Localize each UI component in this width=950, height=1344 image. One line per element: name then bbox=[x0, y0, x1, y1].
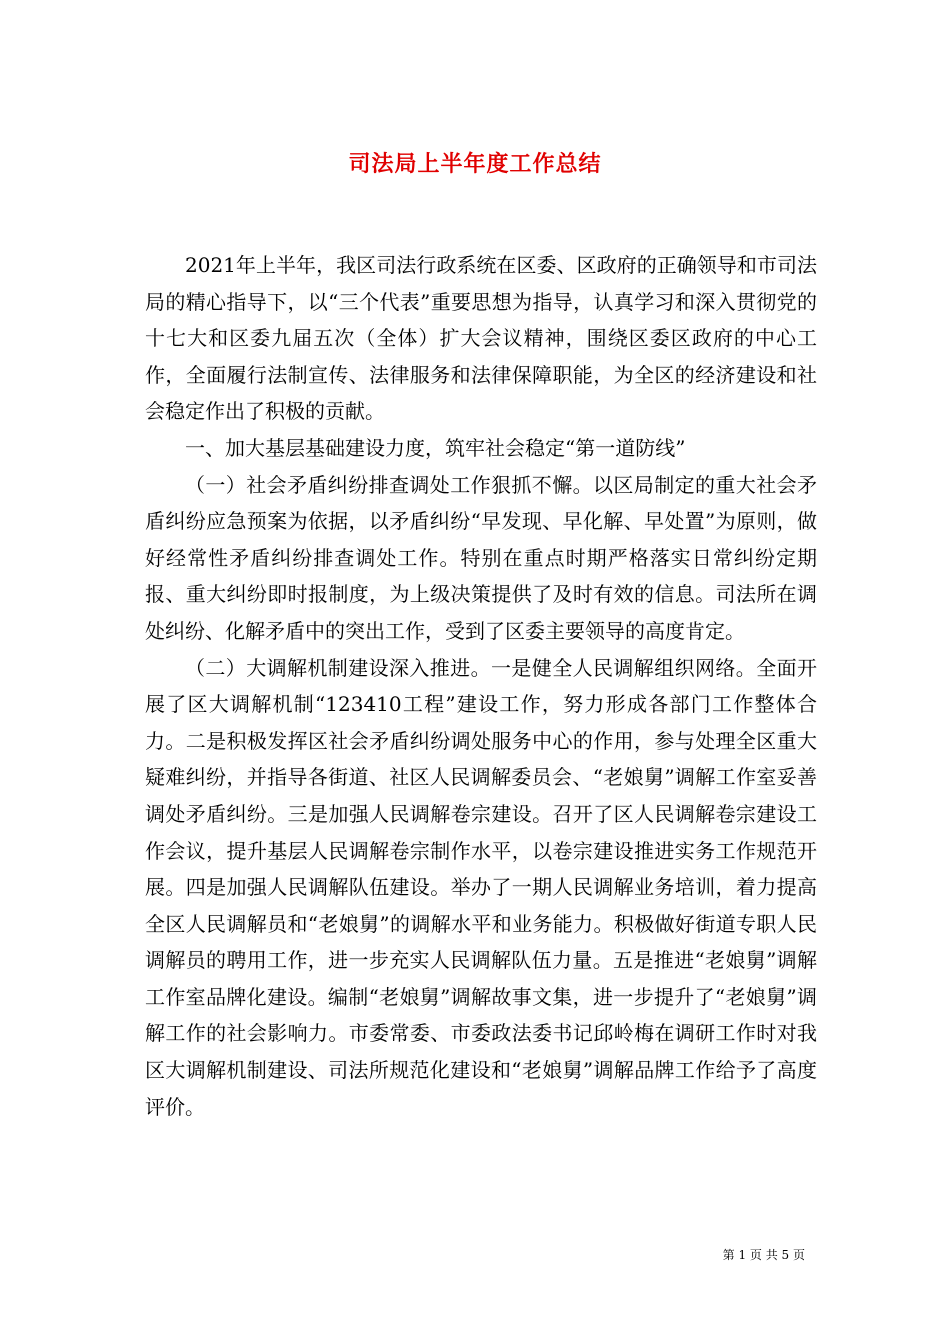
section-heading-1: 一、加大基层基础建设力度，筑牢社会稳定“第一道防线” bbox=[185, 435, 686, 460]
paragraph-subsection-2: （二）大调解机制建设深入推进。一是健全人民调解组织网络。全面开展了区大调解机制“123410工程”建设工作，努力形成各部门工作整体合力。二是积极发挥区社会矛盾纠纷调处服务中心的作用，参与处理全区重大疑难纠纷，并指导各街道、社区人民调解委员会、“老娘舅”调解工作室妥善调处矛盾纠纷。三是加强人民调解卷宗建设。召开了区人民调解卷宗建设工作会议，提升基层人民调解卷宗制作水平，以卷宗建设推进实务工作规范开展。四是加强人民调解队伍建设。举办了一期人民调解业务培训，着力提高全区人民调解员和“老娘舅”的调解水平和业务能力。积极做好街道专职人民调解员的聘用工作，进一步充实人民调解队伍力量。五是推进“老娘舅”调解工作室品牌化建设。编制“老娘舅”调解故事文集，进一步提升了“老娘舅”调解工作的社会影响力。市委常委、市委政法委书记邱岭梅在调研工作时对我区大调解机制建设、司法所规范化建设和“老娘舅”调解品牌工作给予了高度评价。 bbox=[145, 655, 817, 1119]
document-title: 司法局上半年度工作总结 bbox=[348, 151, 602, 177]
paragraph-intro: 2021年上半年，我区司法行政系统在区委、区政府的正确领导和市司法局的精心指导下，以“三个代表”重要思想为指导，认真学习和深入贯彻党的十七大和区委九届五次（全体）扩大会议精神，围绕区委区政府的中心工作，全面履行法制宣传、法律服务和法律保障职能，为全区的经济建设和社会稳定作出了积极的贡献。 bbox=[145, 253, 817, 424]
document-body bbox=[145, 247, 817, 1125]
page-number: 第 1 页 共 5 页 bbox=[722, 1248, 805, 1262]
paragraph-subsection-1: （一）社会矛盾纠纷排查调处工作狠抓不懈。以区局制定的重大社会矛盾纠纷应急预案为依据，以矛盾纠纷“早发现、早化解、早处置”为原则，做好经常性矛盾纠纷排查调处工作。特别在重点时期严格落实日常纠纷定期报、重大纠纷即时报制度，为上级决策提供了及时有效的信息。司法所在调处纠纷、化解矛盾中的突出工作，受到了区委主要领导的高度肯定。 bbox=[145, 472, 817, 643]
